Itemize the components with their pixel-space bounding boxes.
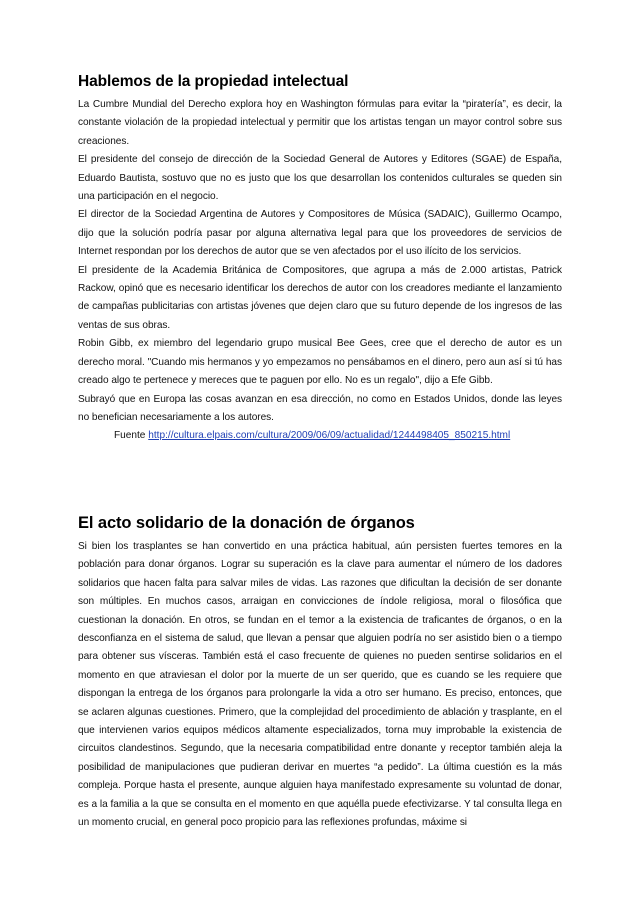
paragraph: La Cumbre Mundial del Derecho explora hoy en Washington fórmulas para evitar la “piratería”, es decir, la constante violación de la propiedad intelectual y permitir que los artistas tengan un mayor control sobre sus creaciones.	[78, 99, 562, 147]
paragraph: El director de la Sociedad Argentina de Autores y Compositores de Música (SADAIC), Guillermo Ocampo, dijo que la solución podría pasar por alguna alternativa legal para que los proveedores de servicios de Internet respondan por los derechos de autor que se ven afectados por el uso ilícito de los servicios.	[78, 209, 562, 258]
paragraph: Subrayó que en Europa las cosas avanzan en esa dirección, no como en Estados Unidos, donde las leyes no benefician necesariamente a los autores.	[78, 393, 562, 423]
paragraph: Si bien los trasplantes se han convertido en una práctica habitual, aún persisten fuertes temores en la población para donar órganos. Lograr su superación es la clave para aumentar el número de los dadores solidarios que hacen falta para salvar miles de vidas. Las razones que dificultan la decisión de ser donante son múltiples. En muchos casos, arraigan en convicciones de índole religiosa, moral o filosófica que cuestionan la donación. En otros, se fundan en el temor a la existencia de traficantes de órganos, o en la desconfianza en el sistema de salud, que llevan a pensar que alguien podría no ser asistido bien o a tiempo para obtener sus vísceras. También está el caso frecuente de quienes no pueden sentirse solidarios en el momento en que atraviesan el dolor por la muerte de un ser querido, que es cuando se les requiere que dispongan la entrega de los órganos para prolongarle la vida a otro ser humano. Es preciso, entonces, que se aclaren algunas cuestiones. Primero, que la complejidad del procedimiento de ablación y trasplante, en el que intervienen varios equipos médicos altamente especializados, torna muy improbable la existencia de circuitos clandestinos. Segundo, que la necesaria compatibilidad entre donante y receptor también aleja la posibilidad de manipulaciones que pudieran derivar en muertes “a pedido”. La última cuestión es la más compleja. Porque hasta el presente, aunque alguien haya manifestado expresamente su voluntad de donar, es a la familia a la que se consulta en el momento en que aquélla puede efectivizarse. Y tal consulta llega en un momento crucial, en general poco propicio para las reflexiones profundas, máxime si	[78, 541, 562, 829]
paragraph: Robin Gibb, ex miembro del legendario grupo musical Bee Gees, cree que el derecho de autor es un derecho moral. "Cuando mis hermanos y yo empezamos no pensábamos en el dinero, pero aun así si tú has creado algo te pertenece y mereces que te paguen por ello. No es un regalo", dijo a Efe Gibb.	[78, 338, 562, 387]
source-link[interactable]: http://cultura.elpais.com/cultura/2009/06/09/actualidad/1244498405_850215.html	[148, 430, 511, 442]
article-donacion-organos	[78, 512, 562, 833]
paragraph: El presidente del consejo de dirección de la Sociedad General de Autores y Editores (SGAE) de España, Eduardo Bautista, sostuvo que no es justo que los que desarrollan los contenidos culturales se queden sin una participación en el negocio.	[78, 154, 562, 203]
source-line	[78, 427, 562, 445]
article-title: Hablemos de la propiedad intelectual	[78, 73, 349, 90]
source-label: Fuente	[114, 430, 146, 442]
article-title: El acto solidario de la donación de órganos	[78, 514, 415, 532]
article-propiedad-intelectual	[78, 72, 562, 446]
paragraph: El presidente de la Academia Británica de Compositores, que agrupa a más de 2.000 artistas, Patrick Rackow, opinó que es necesario identificar los derechos de autor con los creadores mediante el lanzamiento de campañas publicitarias con artistas jóvenes que dejen claro que su futuro depende de los ingresos de las ventas de sus obras.	[78, 264, 562, 331]
